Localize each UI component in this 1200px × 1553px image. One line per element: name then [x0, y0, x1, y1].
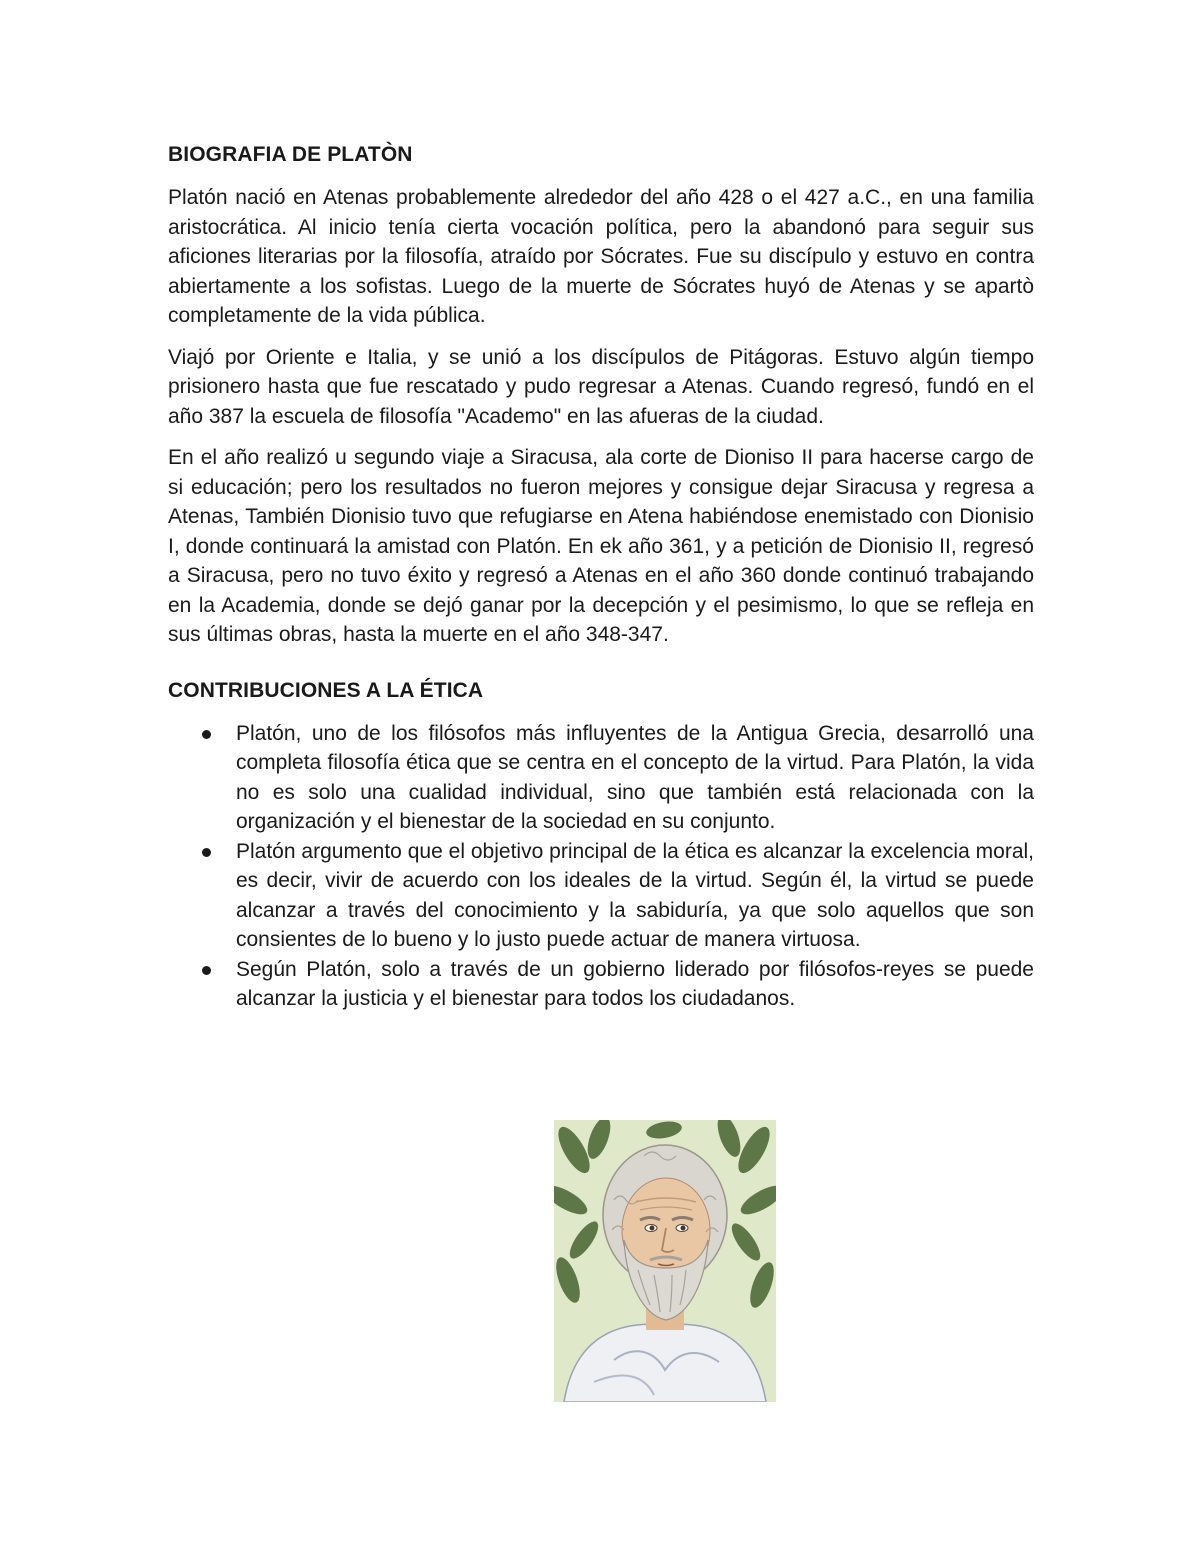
biography-paragraph-1: Platón nació en Atenas probablemente alrededor del año 428 o el 427 a.C., en una familia aristocrática. Al inicio tenía cierta vocación política, pero la abandonó para seguir sus aficiones literarias por la filosofía, atraído por Sócrates. Fue su discípulo y estuvo en contra abiertamente a los sofistas. Luego de la muerte de Sócrates huyó de Atenas y se apartò completamente de la vida pública.	[168, 186, 1034, 327]
bullet-icon	[202, 966, 211, 975]
ethics-heading: CONTRIBUCIONES A LA ÉTICA	[168, 678, 484, 702]
list-item-text: Platón argumento que el objetivo principal de la ética es alcanzar la excelencia moral, es decir, vivir de acuerdo con los ideales de la virtud. Según él, la virtud se puede alcanzar a través del conocimiento y la sabiduría, ya que solo aquellos que son consientes de lo bueno y lo justo puede actuar de manera virtuosa.	[236, 839, 1034, 951]
document-page	[168, 140, 1034, 1014]
bullet-icon	[202, 730, 211, 739]
biography-paragraph-3: En el año realizó u segundo viaje a Siracusa, ala corte de Dioniso II para hacerse cargo de si educación; pero los resultados no fueron mejores y consigue dejar Siracusa y regresa a Atenas, También Dionisio tuvo que refugiarse en Atena habiéndose enemistado con Dionisio I, donde continuará la amistad con Platón. En ek año 361, y a petición de Dionisio II, regresó a Siracusa, pero no tuvo éxito y regresó a Atenas en el año 360 donde continuó trabajando en la Academia, donde se dejó ganar por la decepción y el pesimismo, lo que se refleja en sus últimas obras, hasta la muerte en el año 348-347.	[168, 446, 1034, 646]
list-item	[168, 837, 1034, 955]
plato-portrait-image	[554, 1120, 776, 1402]
list-item-text: Según Platón, solo a través de un gobierno liderado por filósofos-reyes se puede alcanzar la justicia y el bienestar para todos los ciudadanos.	[236, 957, 1034, 1010]
list-item	[168, 719, 1034, 837]
list-item	[168, 955, 1034, 1014]
ethics-bullet-list	[168, 719, 1034, 1014]
list-item-text: Platón, uno de los filósofos más influyentes de la Antigua Grecia, desarrolló una completa filosofía ética que se centra en el concepto de la virtud. Para Platón, la vida no es solo una cualidad individual, sino que también está relacionada con la organización y el bienestar de la sociedad en su conjunto.	[236, 721, 1034, 833]
biography-paragraph-2: Viajó por Oriente e Italia, y se unió a los discípulos de Pitágoras. Estuvo algún tiempo prisionero hasta que fue rescatado y pudo regresar a Atenas. Cuando regresó, fundó en el año 387 la escuela de filosofía "Academo" en las afueras de la ciudad.	[168, 345, 1034, 428]
biography-heading: BIOGRAFIA DE PLATÒN	[168, 143, 413, 166]
bullet-icon	[202, 848, 211, 857]
